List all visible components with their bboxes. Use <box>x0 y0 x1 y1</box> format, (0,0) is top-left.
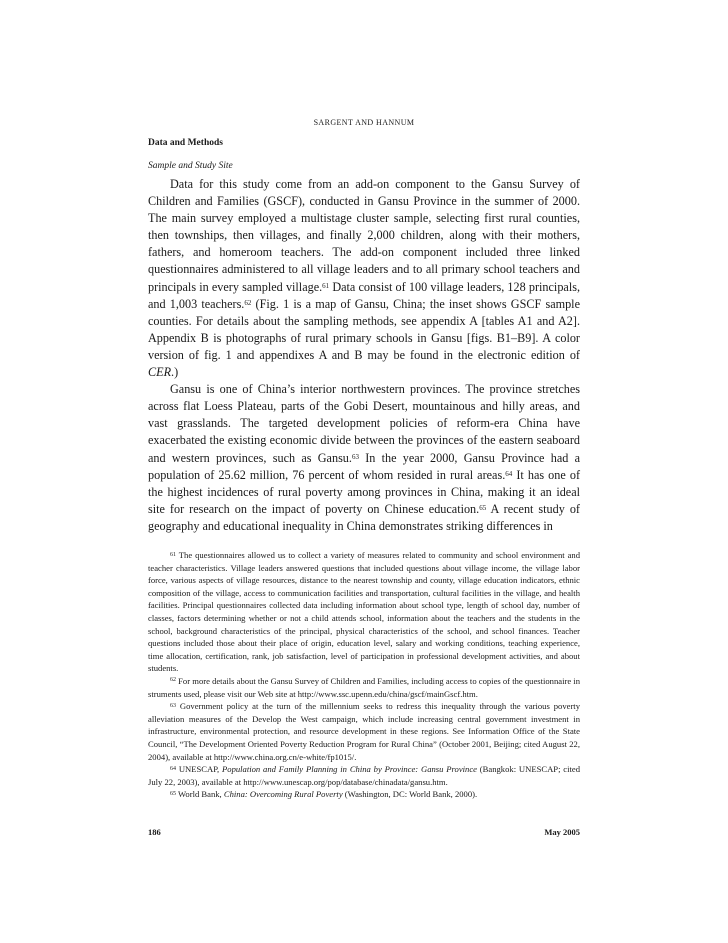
page-number: 186 <box>148 827 161 837</box>
journal-abbrev: CER <box>148 365 172 380</box>
footnote-ref: 61 <box>322 281 330 290</box>
footnote-text: UNESCAP, <box>176 764 223 775</box>
footnote-text: (Washington, DC: World Bank, 2000). <box>342 789 478 800</box>
footnote-text: The questionnaires allowed us to collect a variety of measures related to community and school environment and teacher characteristics. Village leaders answered questions that included questions about village income, the village labor force, various aspects of village resources, distance to the nearest township and county, village education indicators, ethnic composition of the village, access to communication facilities and transportation, cultural facilities in the village, and health facilities. Principal questionnaires collected data including information about school type, length of school day, number of classes, factors determining whether or not a child attends school, information about the teachers and the students in the school, background characteristics of the principal, physical characteristics of the school, and school finances. Teacher questions included those about their place of origin, education level, salary and working conditions, teaching experience, time allocation, certification, rank, job satisfaction, level of participation in professional development activities, and about students. <box>148 550 580 674</box>
footnote-text: (Bangkok: UNESCAP; cited July 22, 2003), available at http://www.unescap.org/pop/database/chinadata/gansu.htm. <box>148 764 580 787</box>
footnote-number: 64 <box>170 765 176 772</box>
footnote-text: World Bank, <box>176 789 224 800</box>
sentence-run: Gansu is one of China’s interior northwestern provinces. The province stretches across flat Loess Plateau, parts of the Gobi Desert, mountainous and hilly areas, and vast grasslands. The targeted development policies of reform-era China have exacerbated the existing economic divide between the provinces of the eastern seaboard and western provinces, such as Gansu. <box>148 382 580 465</box>
footnote-number: 63 <box>170 702 176 709</box>
sentence-run: It has one of the highest incidences of rural poverty among provinces in China, making it an ideal site for research on the impact of poverty on Chinese education. <box>148 467 580 516</box>
footnote-ref: 62 <box>244 298 252 307</box>
section-heading: Data and Methods <box>148 138 223 148</box>
footnote-text: For more details about the Gansu Survey of Children and Families, including access to copies of the questionnaire instruments used, please visit our Web site at http://www.ssc.upenn.edu/china/gscf/mainGscf.htm. <box>148 675 580 699</box>
issue-date: May 2005 <box>544 827 580 837</box>
footnote <box>148 788 580 801</box>
paragraph <box>148 176 580 381</box>
body-text <box>148 176 580 535</box>
footnote <box>148 675 580 700</box>
footnote-ref: 63 <box>351 452 359 461</box>
sentence-run: .) <box>171 365 179 380</box>
sentence-run: Data for this study come from an add-on component to the Gansu Survey of Children and Families (GSCF), conducted in Gansu Province in the summer of 2000. The main survey employed a multistage cluster sample, selecting first rural counties, then townships, then villages, and finally 2,000 children, along with their mothers, fathers, and homeroom teachers. The add-on component included three linked questionnaires administered to all village leaders and to all primary school teachers and principals in every sampled village. <box>148 177 580 294</box>
cited-title: China: Overcoming Rural Poverty <box>223 789 343 800</box>
footnote <box>148 763 580 788</box>
footnote-text: Government policy at the turn of the millennium seeks to redress this inequality through the various poverty alleviation measures of the Develop the West campaign, which include increasing central government investment in infrastructure, environmental protection, and resource development in these regions. See Information Office of the State Council, “The Development Oriented Poverty Reduction Program for Rural China” (October 2001, Beijing; cited August 22, 2004), available at http://www.china.org.cn/e-white/fp1015/. <box>148 701 580 762</box>
footnote-ref: 64 <box>505 469 513 478</box>
footnotes <box>148 549 580 801</box>
sentence-run: Data consist of 100 village leaders, 128 principals, and 1,003 teachers. <box>148 279 580 311</box>
sentence-run: (Fig. 1 is a map of Gansu, China; the inset shows GSCF sample counties. For details about the sampling methods, see appendix A [tables A1 and A2]. Appendix B is photographs of rural primary schools in Gansu [figs. B1–B9]. A color version of fig. 1 and appendixes A and B may be found in the electronic edition of <box>148 296 580 362</box>
footnote <box>148 700 580 763</box>
footnote-ref: 65 <box>479 503 487 512</box>
footnote <box>148 549 580 675</box>
running-head: SARGENT AND HANNUM <box>313 118 415 127</box>
footnote-number: 65 <box>170 790 176 797</box>
subsection-heading: Sample and Study Site <box>148 161 233 171</box>
cited-title: Population and Family Planning in China by Province: Gansu Province <box>222 764 477 775</box>
sentence-run: In the year 2000, Gansu Province had a population of 25.62 million, 76 percent of whom resided in rural areas. <box>148 450 581 482</box>
footnote-number: 62 <box>170 677 176 684</box>
sentence-run: A recent study of geography and educational inequality in China demonstrates striking differences in <box>148 501 580 533</box>
paragraph <box>148 381 580 535</box>
journal-page <box>148 0 580 943</box>
footnote-number: 61 <box>170 551 176 558</box>
